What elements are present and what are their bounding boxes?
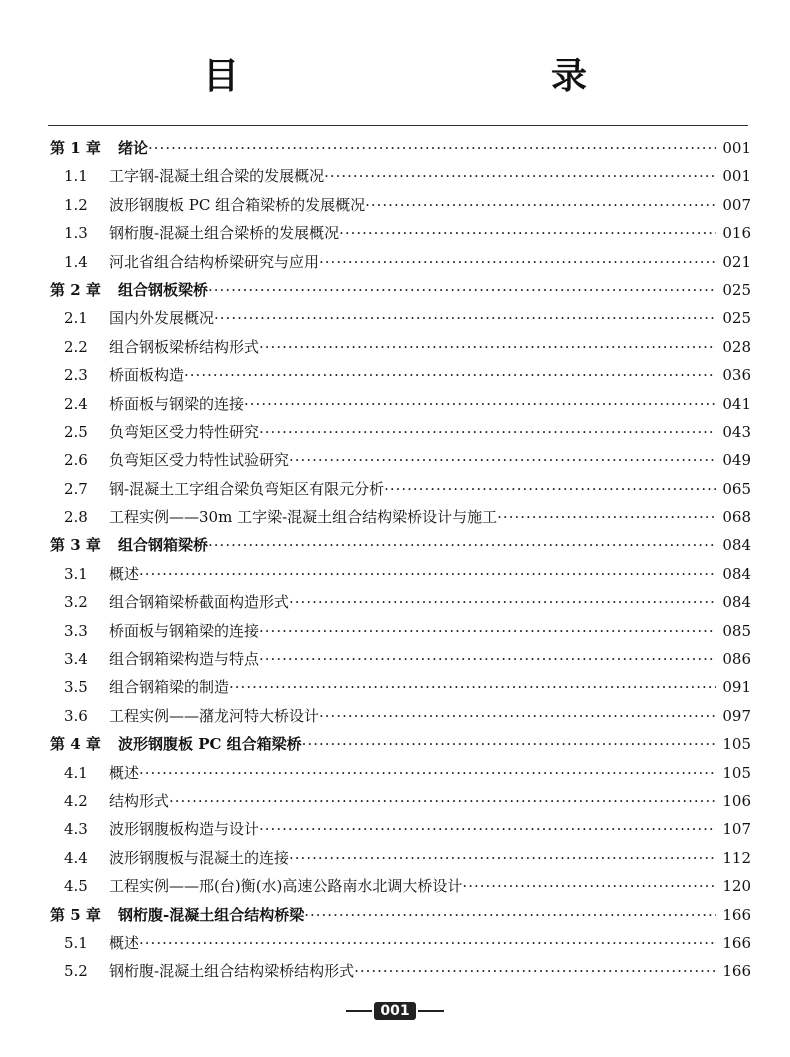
- toc-entry-title: 河北省组合结构桥梁研究与应用: [109, 252, 320, 271]
- toc-entry-label: [64, 787, 750, 815]
- toc-entry-title: 国内外发展概况: [109, 309, 215, 328]
- toc-entry-title: 钢桁腹-混凝土组合结构桥梁: [118, 905, 305, 924]
- toc-chapter-row: [0, 276, 790, 304]
- toc-entry-number: 第 1 章: [50, 139, 101, 157]
- toc-section-row: [0, 304, 790, 332]
- toc-entry-number: 3.4: [64, 650, 88, 669]
- toc-entry-title: 组合钢箱梁构造与特点: [109, 650, 260, 669]
- footer-page-number: 001: [374, 1002, 415, 1020]
- toc-entry-title: 绪论: [118, 139, 149, 157]
- toc-entry-label: [64, 957, 750, 985]
- toc-entry-page: 086: [716, 645, 751, 673]
- toc-entry-page: 001: [716, 134, 751, 162]
- table-of-contents: [0, 134, 790, 986]
- toc-entry-title: 桥面板与钢箱梁的连接: [109, 621, 260, 640]
- toc-entry-number: 4.2: [64, 791, 88, 810]
- toc-entry-page: 016: [716, 219, 751, 247]
- toc-entry-label: [64, 418, 750, 446]
- footer-right-rule: [418, 1010, 444, 1012]
- toc-section-row: [0, 418, 790, 446]
- toc-entry-page: 007: [716, 191, 751, 219]
- toc-entry-title: 组合钢板梁桥: [118, 280, 209, 299]
- toc-chapter-row: [0, 901, 790, 929]
- toc-entry-number: 2.1: [64, 309, 88, 328]
- toc-entry-label: [64, 815, 750, 843]
- page-footer: [0, 1000, 790, 1020]
- toc-entry-number: 4.1: [64, 763, 88, 782]
- title-divider: [48, 125, 748, 126]
- toc-entry-number: 3.6: [64, 706, 88, 725]
- toc-entry-title: 负弯矩区受力特性试验研究: [109, 451, 290, 470]
- toc-entry-title: 工程实例——邢(台)衡(水)高速公路南水北调大桥设计: [109, 877, 463, 896]
- toc-entry-label: [50, 134, 750, 162]
- toc-entry-label: [50, 901, 750, 929]
- toc-entry-number: 4.4: [64, 848, 88, 867]
- toc-section-row: [0, 333, 790, 361]
- toc-entry-page: 105: [716, 759, 751, 787]
- toc-entry-page: 107: [716, 815, 751, 843]
- toc-entry-page: 166: [716, 957, 751, 985]
- toc-section-row: [0, 361, 790, 389]
- toc-entry-number: 2.8: [64, 508, 88, 527]
- toc-section-row: [0, 503, 790, 531]
- toc-section-row: [0, 702, 790, 730]
- page-title: 目 录: [202, 55, 667, 97]
- toc-section-row: [0, 248, 790, 276]
- toc-section-row: [0, 390, 790, 418]
- toc-entry-label: [64, 588, 750, 616]
- toc-section-row: [0, 844, 790, 872]
- toc-section-row: [0, 162, 790, 190]
- toc-entry-number: 4.3: [64, 820, 88, 839]
- toc-entry-label: [64, 304, 750, 332]
- toc-entry-label: [64, 759, 750, 787]
- toc-entry-page: 166: [716, 929, 751, 957]
- toc-entry-title: 桥面板构造: [109, 366, 185, 385]
- toc-entry-number: 2.5: [64, 422, 88, 441]
- toc-entry-number: 3.1: [64, 564, 88, 583]
- toc-entry-title: 工程实例——30m 工字梁-混凝土组合结构梁桥设计与施工: [109, 508, 498, 527]
- toc-entry-title: 波形钢腹板 PC 组合箱梁桥: [118, 735, 302, 754]
- toc-entry-number: 第 2 章: [50, 280, 101, 299]
- footer-left-rule: [346, 1010, 372, 1012]
- toc-entry-page: 068: [716, 503, 751, 531]
- toc-entry-label: [64, 560, 750, 588]
- toc-entry-title: 钢桁腹-混凝土组合梁桥的发展概况: [109, 224, 340, 243]
- toc-entry-number: 3.2: [64, 593, 88, 612]
- toc-section-row: [0, 588, 790, 616]
- toc-entry-number: 第 5 章: [50, 905, 101, 924]
- toc-section-row: [0, 560, 790, 588]
- toc-section-row: [0, 815, 790, 843]
- toc-entry-title: 钢桁腹-混凝土组合结构梁桥结构形式: [109, 962, 355, 981]
- toc-entry-page: 120: [716, 872, 751, 900]
- toc-entry-title: 组合钢板梁桥结构形式: [109, 337, 260, 356]
- toc-entry-page: 091: [716, 673, 751, 701]
- toc-entry-title: 结构形式: [109, 791, 170, 810]
- toc-entry-title: 概述: [109, 933, 140, 952]
- toc-entry-label: [64, 191, 750, 219]
- toc-entry-page: 084: [716, 531, 751, 559]
- toc-entry-page: 105: [716, 730, 751, 758]
- toc-section-row: [0, 645, 790, 673]
- toc-entry-number: 2.6: [64, 451, 88, 470]
- toc-section-row: [0, 446, 790, 474]
- toc-entry-label: [64, 872, 750, 900]
- toc-entry-page: 001: [716, 162, 751, 190]
- toc-entry-title: 工程实例——潴龙河特大桥设计: [109, 706, 320, 725]
- toc-section-row: [0, 787, 790, 815]
- toc-entry-label: [64, 333, 750, 361]
- toc-entry-page: 084: [716, 560, 751, 588]
- toc-section-row: [0, 957, 790, 985]
- toc-entry-number: 第 4 章: [50, 735, 101, 754]
- toc-entry-number: 2.4: [64, 394, 88, 413]
- toc-entry-page: 025: [716, 304, 751, 332]
- toc-section-row: [0, 929, 790, 957]
- toc-section-row: [0, 191, 790, 219]
- toc-entry-page: 112: [716, 844, 751, 872]
- toc-entry-title: 组合钢箱梁的制造: [109, 678, 230, 697]
- toc-section-row: [0, 872, 790, 900]
- toc-entry-number: 2.3: [64, 366, 88, 385]
- toc-entry-page: 036: [716, 361, 751, 389]
- toc-entry-page: 106: [716, 787, 751, 815]
- toc-entry-page: 166: [716, 901, 751, 929]
- toc-entry-page: 065: [716, 475, 751, 503]
- toc-entry-title: 桥面板与钢梁的连接: [109, 394, 245, 413]
- toc-chapter-row: [0, 531, 790, 559]
- toc-section-row: [0, 617, 790, 645]
- toc-entry-number: 5.2: [64, 962, 88, 981]
- toc-entry-label: [64, 702, 750, 730]
- toc-entry-page: 097: [716, 702, 751, 730]
- toc-entry-number: 2.2: [64, 337, 88, 356]
- toc-entry-label: [64, 617, 750, 645]
- toc-chapter-row: [0, 730, 790, 758]
- toc-entry-number: 2.7: [64, 479, 88, 498]
- toc-entry-page: 041: [716, 390, 751, 418]
- toc-entry-page: 025: [716, 276, 751, 304]
- toc-entry-number: 5.1: [64, 933, 88, 952]
- toc-entry-label: [64, 361, 750, 389]
- toc-entry-number: 1.3: [64, 224, 88, 243]
- toc-section-row: [0, 219, 790, 247]
- toc-entry-label: [50, 730, 750, 758]
- toc-entry-page: 043: [716, 418, 751, 446]
- toc-entry-title: 波形钢腹板 PC 组合箱梁桥的发展概况: [109, 195, 366, 214]
- toc-section-row: [0, 759, 790, 787]
- toc-entry-label: [64, 503, 750, 531]
- toc-entry-label: [64, 475, 750, 503]
- toc-entry-number: 1.2: [64, 195, 88, 214]
- toc-entry-title: 概述: [109, 564, 140, 583]
- toc-entry-label: [64, 390, 750, 418]
- toc-entry-number: 1.4: [64, 252, 88, 271]
- toc-section-row: [0, 673, 790, 701]
- toc-entry-number: 3.5: [64, 678, 88, 697]
- toc-entry-number: 4.5: [64, 877, 88, 896]
- toc-entry-label: [64, 162, 750, 190]
- toc-entry-label: [64, 844, 750, 872]
- toc-entry-label: [50, 276, 750, 304]
- toc-entry-page: 085: [716, 617, 751, 645]
- toc-entry-page: 028: [716, 333, 751, 361]
- toc-entry-label: [64, 446, 750, 474]
- toc-entry-title: 波形钢腹板与混凝土的连接: [109, 848, 290, 867]
- toc-entry-title: 概述: [109, 763, 140, 782]
- toc-entry-title: 负弯矩区受力特性研究: [109, 422, 260, 441]
- toc-entry-title: 钢-混凝土工字组合梁负弯矩区有限元分析: [109, 479, 385, 498]
- toc-entry-page: 084: [716, 588, 751, 616]
- toc-entry-page: 049: [716, 446, 751, 474]
- toc-entry-title: 工字钢-混凝土组合梁的发展概况: [109, 167, 325, 186]
- toc-entry-label: [64, 645, 750, 673]
- toc-entry-label: [64, 219, 750, 247]
- toc-chapter-row: [0, 134, 790, 162]
- toc-entry-label: [64, 673, 750, 701]
- toc-entry-number: 1.1: [64, 167, 88, 186]
- toc-entry-number: 第 3 章: [50, 536, 101, 555]
- toc-entry-title: 组合钢箱梁桥: [118, 536, 209, 555]
- toc-entry-number: 3.3: [64, 621, 88, 640]
- toc-entry-label: [50, 531, 750, 559]
- toc-entry-label: [64, 929, 750, 957]
- toc-entry-title: 波形钢腹板构造与设计: [109, 820, 260, 839]
- toc-section-row: [0, 475, 790, 503]
- toc-entry-label: [64, 248, 750, 276]
- toc-entry-title: 组合钢箱梁桥截面构造形式: [109, 593, 290, 612]
- toc-entry-page: 021: [716, 248, 751, 276]
